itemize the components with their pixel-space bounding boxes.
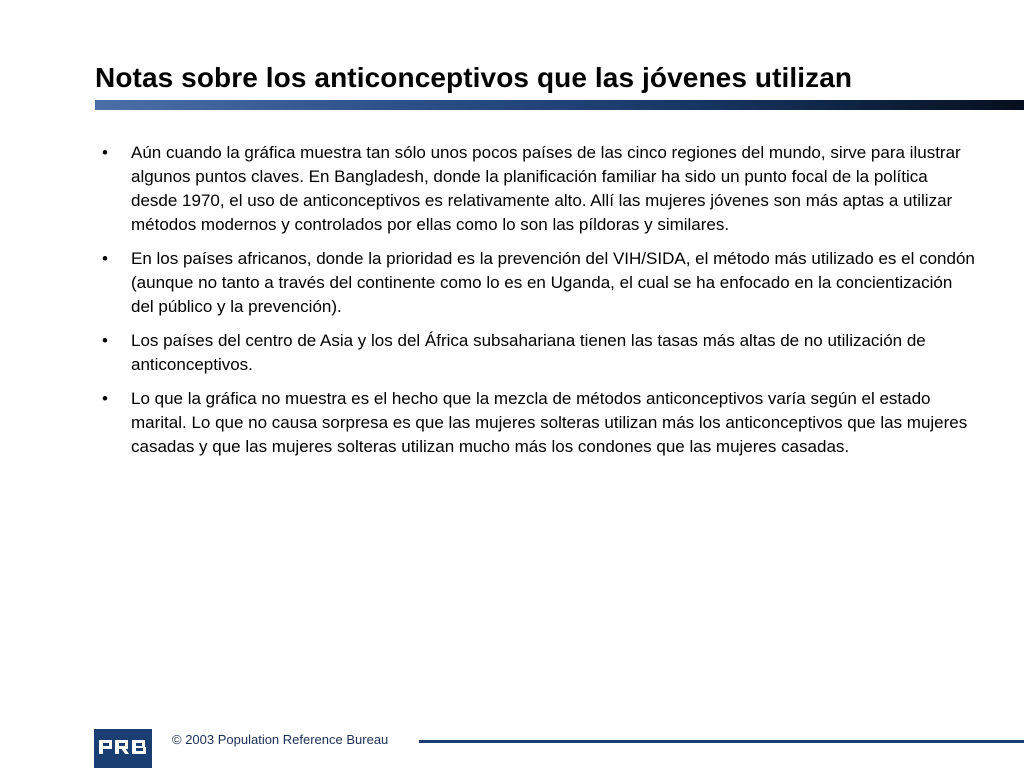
bullet-text: Los países del centro de Asia y los del África subsahariana tienen las tasas más altas de no utilización de anticonceptivos. — [131, 331, 926, 374]
bullet-item — [97, 387, 977, 459]
slide-title: Notas sobre los anticonceptivos que las jóvenes utilizan — [95, 62, 853, 93]
bullet-text: Lo que la gráfica no muestra es el hecho que la mezcla de métodos anticonceptivos varía según el estado marital. Lo que no causa sorpresa es que las mujeres solteras utilizan más los anticonceptivos que las mujeres casadas y que las mujeres solteras utilizan mucho más los condones que las mujeres casadas. — [131, 389, 968, 456]
bullet-marker: • — [102, 331, 108, 350]
bullet-marker: • — [102, 143, 108, 162]
bullet-text: En los países africanos, donde la prioridad es la prevención del VIH/SIDA, el método más utilizado es el condón (aunque no tanto a través del continente como lo es en Uganda, el cual se ha enfocado en la concientización del público y la prevención). — [131, 249, 975, 316]
bullet-marker: • — [102, 249, 108, 268]
footer-rule — [419, 740, 1024, 743]
prb-logo-mark — [94, 729, 152, 768]
footer-copyright: © 2003 Population Reference Bureau — [172, 732, 389, 747]
bullet-item — [97, 329, 977, 377]
bullet-text: Aún cuando la gráfica muestra tan sólo unos pocos países de las cinco regiones del mundo, sirve para ilustrar algunos puntos claves. En Bangladesh, donde la planificación familiar ha sido un punto focal de la política desde 1970, el uso de anticonceptivos es relativamente alto. Allí las mujeres jóvenes son más aptas a utilizar métodos modernos y controlados por ellas como lo son las píldoras y similares. — [131, 143, 961, 234]
bullet-marker: • — [102, 389, 108, 408]
bullet-item — [97, 141, 977, 237]
bullet-list — [97, 141, 977, 469]
title-underline-bar — [95, 100, 1024, 110]
prb-logo — [94, 729, 152, 768]
bullet-item — [97, 247, 977, 319]
